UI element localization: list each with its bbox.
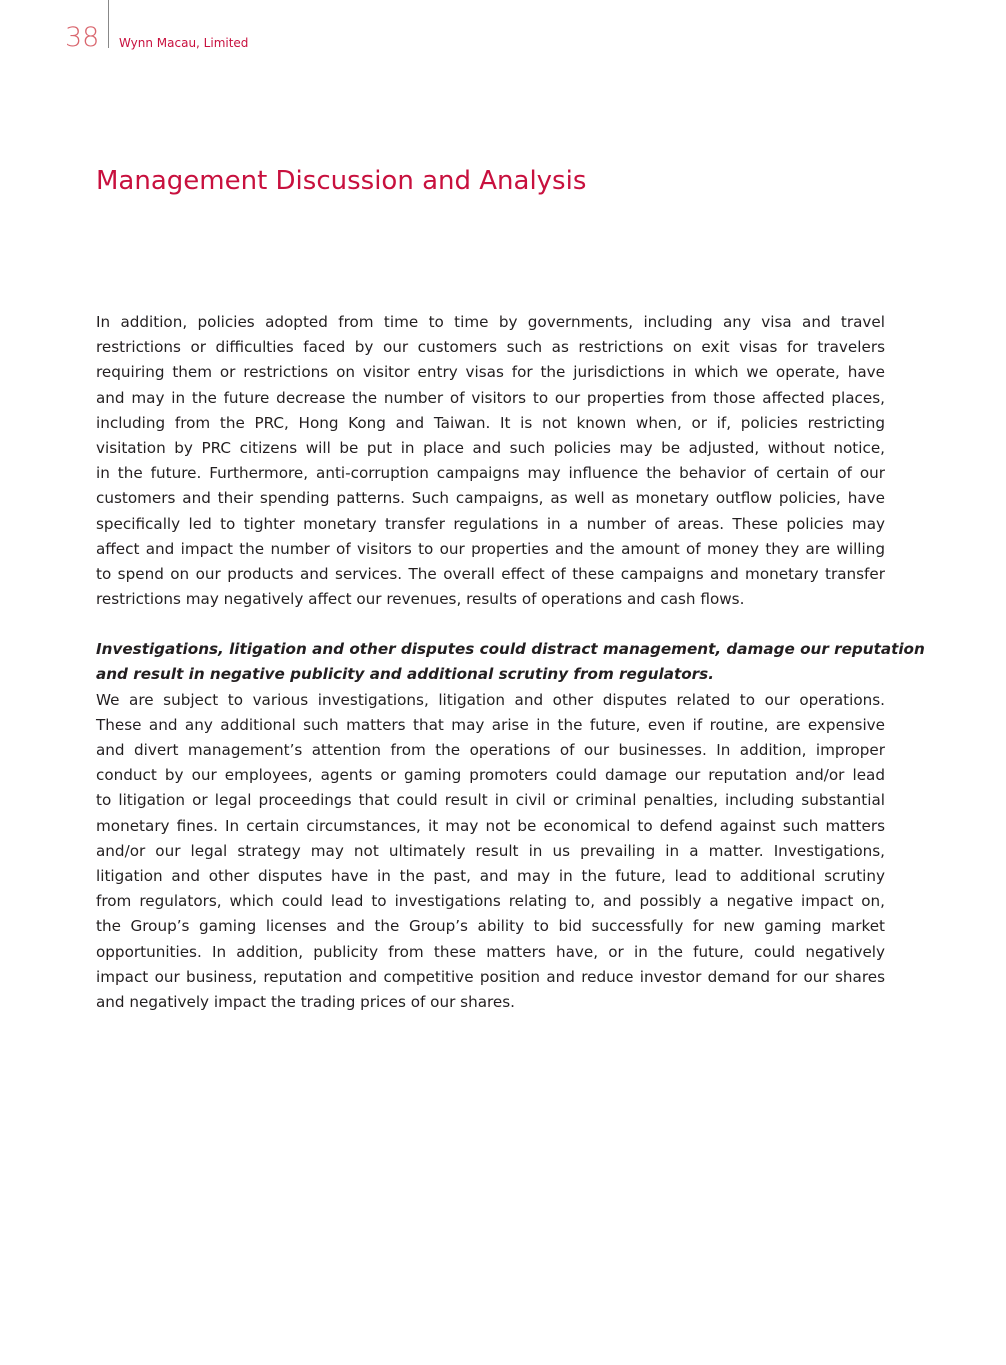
text-line: impact our business, reputation and competitive position and reduce investor demand for our shares <box>96 967 885 986</box>
page-title: Management Discussion and Analysis <box>96 166 587 196</box>
text-line: the Group’s gaming licenses and the Group’s ability to bid successfully for new gaming market <box>96 917 885 936</box>
text-line: We are subject to various investigations, litigation and other disputes related to our operations. <box>96 690 885 709</box>
text-line: requiring them or restrictions on visitor entry visas for the jurisdictions in which we operate, have <box>96 363 885 382</box>
text-line: In addition, policies adopted from time to time by governments, including any visa and travel <box>96 313 885 331</box>
text-line: litigation and other disputes have in the past, and may in the future, lead to additional scrutiny <box>96 866 885 885</box>
text-line: restrictions may negatively affect our revenues, results of operations and cash flows. <box>96 590 745 609</box>
paragraph <box>96 688 885 1015</box>
text-line: and negatively impact the trading prices of our shares. <box>96 992 515 1011</box>
text-line: and/or our legal strategy may not ultimately result in us prevailing in a matter. Investigations, <box>96 841 885 860</box>
text-line: to spend on our products and services. The overall effect of these campaigns and monetary transfer <box>96 564 885 583</box>
text-line: Investigations, litigation and other disputes could distract management, damage our reputation <box>96 640 925 659</box>
text-line: These and any additional such matters that may arise in the future, even if routine, are expensive <box>96 715 885 734</box>
text-line: to litigation or legal proceedings that could result in civil or criminal penalties, including substantial <box>96 791 885 810</box>
text-line: and result in negative publicity and additional scrutiny from regulators. <box>96 665 714 684</box>
text-line: customers and their spending patterns. Such campaigns, as well as monetary outflow policies, have <box>96 489 885 508</box>
text-line: from regulators, which could lead to investigations relating to, and possibly a negative impact on, <box>96 892 885 911</box>
text-line: and divert management’s attention from the operations of our businesses. In addition, improper <box>96 741 885 759</box>
text-line: monetary fines. In certain circumstances, it may not be economical to defend against such matters <box>96 816 885 835</box>
text-line: visitation by PRC citizens will be put in place and such policies may be adjusted, without notice, <box>96 438 885 457</box>
text-line: in the future. Furthermore, anti-corruption campaigns may influence the behavior of certain of our <box>96 464 885 483</box>
paragraph <box>96 310 885 612</box>
text-line: opportunities. In addition, publicity from these matters have, or in the future, could negatively <box>96 942 885 961</box>
company-name: Wynn Macau, Limited <box>119 36 249 50</box>
text-line: specifically led to tighter monetary transfer regulations in a number of areas. These policies may <box>96 514 885 533</box>
text-line: and may in the future decrease the number of visitors to our properties from those affected places, <box>96 388 885 407</box>
header-divider <box>108 0 109 48</box>
page-number: 38 <box>65 22 100 53</box>
text-line: restrictions or difficulties faced by our customers such as restrictions on exit visas for travelers <box>96 338 885 357</box>
text-line: affect and impact the number of visitors to our properties and the amount of money they are willing <box>96 539 885 558</box>
text-line: conduct by our employees, agents or gaming promoters could damage our reputation and/or lead <box>96 766 885 785</box>
section-heading <box>96 637 925 687</box>
document-body <box>96 310 925 1040</box>
text-line: including from the PRC, Hong Kong and Taiwan. It is not known when, or if, policies restricting <box>96 413 885 432</box>
